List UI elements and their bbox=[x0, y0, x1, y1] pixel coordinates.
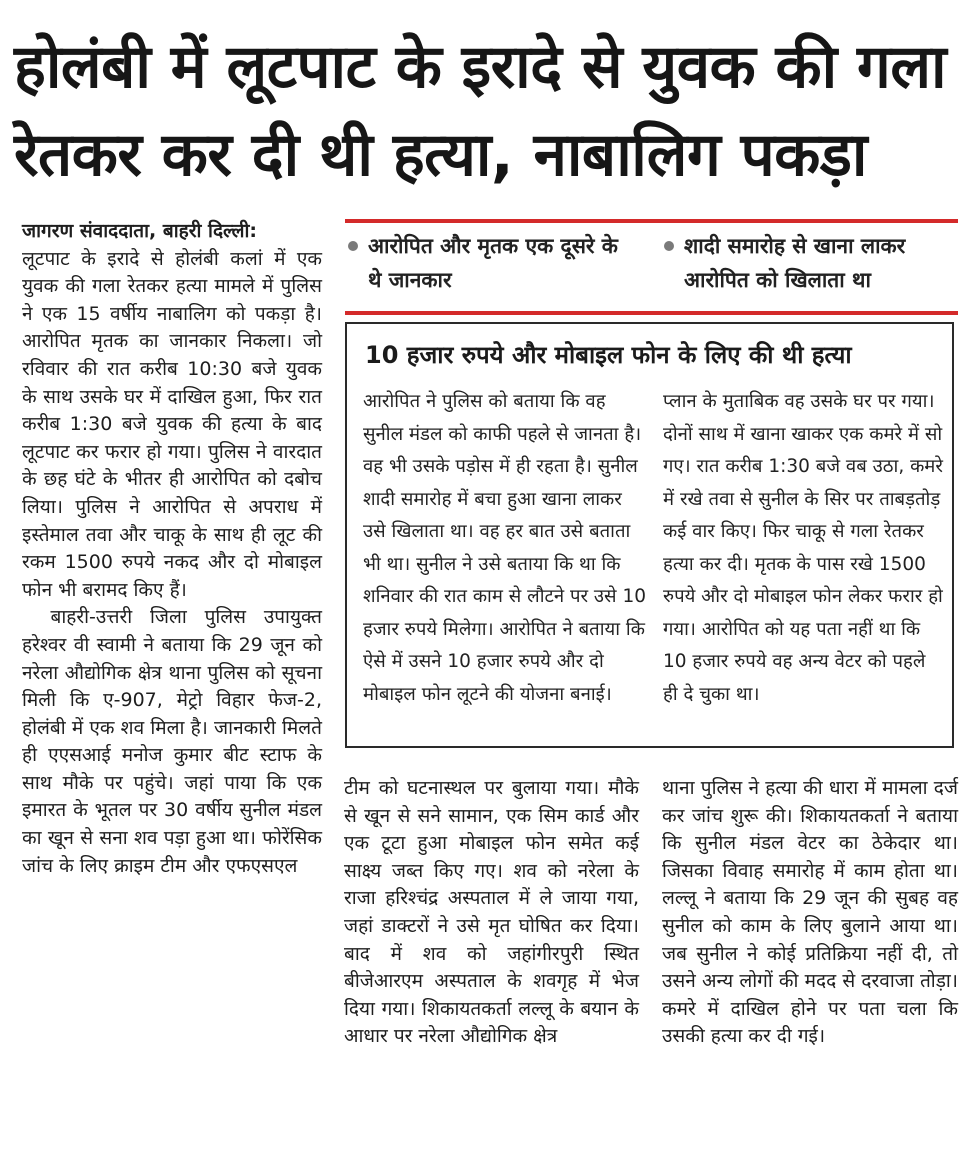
article-column-left bbox=[22, 218, 322, 880]
dateline bbox=[22, 218, 322, 246]
article-column-middle bbox=[344, 775, 639, 1051]
right-text: थाना पुलिस ने हत्या की धारा में मामला दर्ज कर जांच शुरू की। शिकायतकर्ता ने बताया कि सुनील मंडल वेटर का ठेकेदार था। जिसका विवाह समारोह में काम होता था। लल्लू ने बताया कि 29 जून की सुबह वह सुनील को काम के लिए बुलाने आया था। जब सुनील ने कोई प्रतिक्रिया नहीं दी, तो उसने अन्य लोगों की मदद से दरवाजा तोड़ा। कमरे में दाखिल होने पर पता चला कि उसकी हत्या कर दी गई। bbox=[662, 777, 958, 1048]
middle-text: टीम को घटनास्थल पर बुलाया गया। मौके से खून से सने सामान, एक सिम कार्ड और एक टूटा हुआ मोबाइल फोन समेत कई साक्ष्य जब्त किए गए। शव को नरेला के राजा हरिश्चंद्र अस्पताल में ले जाया गया, जहां डाक्टरों ने उसे मृत घोषित कर दिया। बाद में शव को जहांगीरपुरी स्थित बीजेआरएम अस्पताल के शवगृह में भेज दिया गया। शिकायतकर्ता लल्लू के बयान के आधार पर नरेला औद्योगिक क्षेत्र bbox=[344, 777, 639, 1048]
highlight-point-1 bbox=[348, 229, 638, 297]
paragraph-2: बाहरी-उत्तरी जिला पुलिस उपायुक्त हरेश्वर वी स्वामी ने बताया कि 29 जून को नरेला औद्योगिक क्षेत्र थाना पुलिस को सूचना मिली कि ए-907, मेट्रो विहार फेज-2, होलंबी में एक शव मिला है। जानकारी मिलते ही एएसआई मनोज कुमार बीट स्टाफ के साथ मौके पर पहुंचे। जहां पाया कि एक इमारत के भूतल पर 30 वर्षीय सुनील मंडल का खून से सना शव पड़ा हुआ था। फोरेंसिक जांच के लिए क्राइम टीम और एफएसएल bbox=[22, 606, 322, 877]
highlight-rule-bottom bbox=[345, 311, 958, 315]
headline-line-1: होलंबी में लूटपाट के इरादे से युवक की गला bbox=[14, 32, 947, 102]
highlight-text-1: आरोपित और मृतक एक दूसरे के थे जानकार bbox=[368, 234, 618, 292]
box-column-left bbox=[363, 386, 647, 711]
highlight-rule-top bbox=[345, 219, 958, 223]
box-text-right: प्लान के मुताबिक वह उसके घर पर गया। दोनों साथ में खाना खाकर एक कमरे में सो गए। रात करीब 1:30 बजे वब उठा, कमरे में रखे तवा से सुनील के सिर पर ताबड़तोड़ कई वार किए। फिर चाकू से गला रेतकर हत्या कर दी। मृतक के पास रखे 1500 रुपये और दो मोबाइल फोन लेकर फरार हो गया। आरोपित को यह पता नहीं था कि 10 हजार रुपये वह अन्य वेटर को पहले ही दे चुका था। bbox=[663, 391, 943, 705]
paragraph-1: लूटपाट के इरादे से होलंबी कलां में एक युवक की गला रेतकर हत्या मामले में पुलिस ने एक 15 वर्षीय नाबालिग को पकड़ा है। आरोपित मृतक का जानकार निकला। जो रविवार की रात करीब 10:30 बजे युवक के साथ उसके घर में दाखिल हुआ, फिर रात करीब 1:30 बजे युवक की हत्या के बाद लूटपाट कर फरार हो गया। पुलिस ने वारदात के छह घंटे के भीतर ही आरोपित को दबोच लिया। पुलिस ने आरोपित से अपराध में इस्तेमाल तवा और चाकू के साथ ही लूट की रकम 1500 रुपये नकद और दो मोबाइल फोन भी बरामद किए हैं। bbox=[22, 247, 322, 601]
box-text-left: आरोपित ने पुलिस को बताया कि वह सुनील मंडल को काफी पहले से जानता है। वह भी उसके पड़ोस में ही रहता है। सुनील शादी समारोह में बचा हुआ खाना लाकर उसे खिलाता था। वह हर बात उसे बताता भी था। सुनील ने उसे बताया कि था कि शनिवार की रात काम से लौटने पर उसे 10 हजार रुपये मिलेगा। आरोपित ने बताया कि ऐसे में उसने 10 हजार रुपये और दो मोबाइल फोन लूटने की योजना बनाई। bbox=[363, 391, 646, 705]
box-column-right bbox=[663, 386, 945, 711]
article-column-right bbox=[662, 775, 958, 1051]
bullet-icon bbox=[664, 241, 674, 251]
highlight-point-2 bbox=[664, 229, 958, 297]
bullet-icon bbox=[348, 241, 358, 251]
sidebar-box bbox=[345, 322, 954, 748]
box-title: 10 हजार रुपये और मोबाइल फोन के लिए की थी हत्या bbox=[365, 341, 852, 369]
dateline-text: जागरण संवाददाता, बाहरी दिल्ली: bbox=[22, 220, 257, 242]
headline-line-2: रेतकर कर दी थी हत्या, नाबालिग पकड़ा bbox=[14, 120, 867, 190]
highlight-text-2: शादी समारोह से खाना लाकर आरोपित को खिलाता था bbox=[684, 234, 906, 292]
